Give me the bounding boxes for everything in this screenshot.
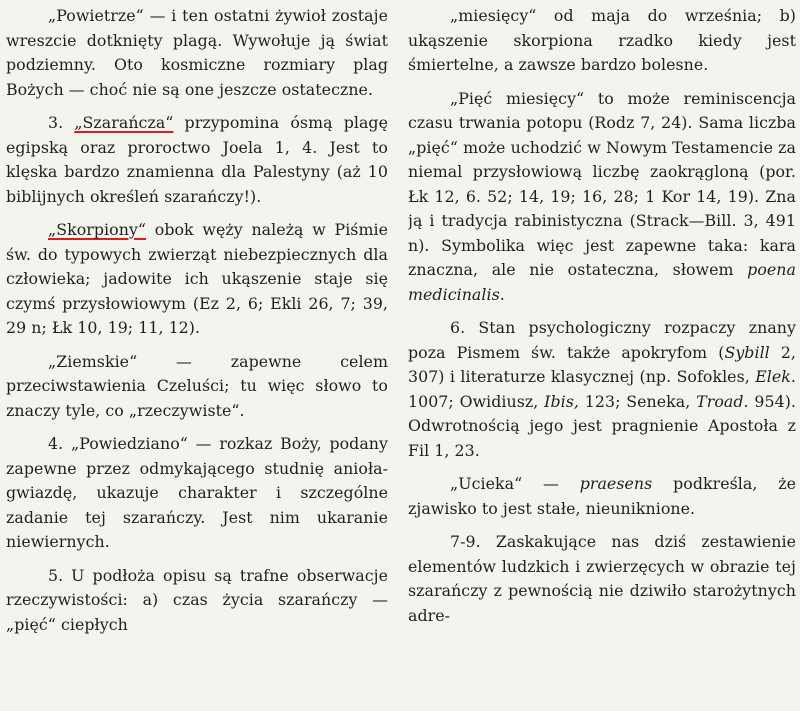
paragraph: [408, 4, 796, 78]
text-run: „Powietrze“ — i ten ostatni żywioł zostaje wreszcie dotknięty plagą. Wywołuje ją świat podziemny. Oto kosmiczne rozmiary plag Bożych — choć nie są one jeszcze ostateczne.: [6, 6, 388, 99]
text-run: Ibis,: [544, 391, 579, 411]
paragraph: [6, 432, 388, 555]
underlined-term: „Skorpiony“: [48, 220, 147, 239]
text-run: 4. „Powiedziano“ — rozkaz Boży, podany zapewne przez odmykającego studnię anioła-gwiazdę, ukazuje charakter i szczególne zadanie tej szarańczy. Jest nim ukaranie niewiernych.: [6, 434, 388, 551]
text-run: „Pięć miesięcy“ to może reminiscencja czasu trwania potopu (Rodz 7, 24). Sama liczba „pięć“ może uchodzić w Nowym Testamencie za niemal przysłowiową liczbę zaokrągloną (por. Łk 12, 6. 52; 14, 19; 16, 28; 1 Kor 14, 19). Zna ją i tradycja rabinistyczna (Strack—Bill. 3, 491 n). Symbolika więc jest zapewne taka: kara znaczna, ale nie ostateczna, słowem: [408, 88, 796, 279]
text-run: 7-9. Zaskakujące nas dziś zestawienie elementów ludzkich i zwierzęcych w obrazie tej szarańczy z pewnością nie dziwiło starożytnych adre-: [408, 532, 796, 625]
paragraph: [408, 316, 796, 463]
text-run: 5. U podłoża opisu są trafne obserwacje rzeczywistości: a) czas życia szarańczy — „pięć“ ciepłych: [6, 565, 388, 634]
text-run: 2, 307) i literaturze klasycznej (np. Sofokles,: [408, 342, 796, 386]
paragraph: [6, 218, 388, 341]
text-run: „Ziemskie“ — zapewne celem przeciwstawienia Czeluści; tu więc słowo to znaczy tyle, co „rzeczywiste“.: [6, 351, 388, 420]
paragraph: [6, 4, 388, 102]
text-run: 954). Odwrotnością jego jest pragnienie Apostoła z Fil 1, 23.: [408, 391, 796, 460]
text-run: praesens: [579, 474, 653, 493]
paragraph: [408, 530, 796, 628]
text-run: Troad.: [696, 391, 749, 411]
text-run: 123; Seneka,: [578, 391, 697, 411]
text-run: przypomina ósmą plagę egipską oraz proroctwo Joela 1, 4. Jest to klęska bardzo znamienna dla Palestyny (aż 10 biblijnych określeń szarańczy!).: [6, 113, 388, 206]
right-text-column: [408, 0, 796, 637]
underlined-term: „Szarańcza“: [74, 113, 174, 132]
text-run: 6. Stan psychologiczny rozpaczy znany poza Pismem św. także apokryfom (: [408, 318, 796, 362]
paragraph: [6, 564, 388, 638]
paragraph: [6, 350, 388, 424]
paragraph: [408, 87, 796, 308]
text-run: 1007; Owidiusz,: [408, 391, 545, 411]
text-run: „miesięcy“ od maja do września; b) ukąszenie skorpiona rzadko kiedy jest śmiertelne, a zawsze bardzo bolesne.: [408, 6, 796, 74]
text-run: 3.: [48, 113, 75, 132]
paragraph: [408, 472, 796, 521]
text-run: „Ucieka“ —: [450, 474, 580, 493]
left-text-column: [6, 0, 388, 646]
text-run: poena medicinalis.: [408, 260, 796, 304]
paragraph: [6, 111, 388, 209]
text-run: obok węży należą w Piśmie św. do typowych zwierząt niebezpiecznych dla człowieka; jadowite ich ukąszenie staje się czymś przysłowiowym (Ez 2, 6; Ekli 26, 7; 39, 29 n; Łk 10, 19; 11, 12).: [6, 220, 388, 337]
text-run: Sybill: [724, 342, 770, 362]
text-run: Elek.: [755, 367, 796, 386]
text-run: podkreśla, że zjawisko to jest stałe, nieuniknione.: [408, 474, 796, 518]
